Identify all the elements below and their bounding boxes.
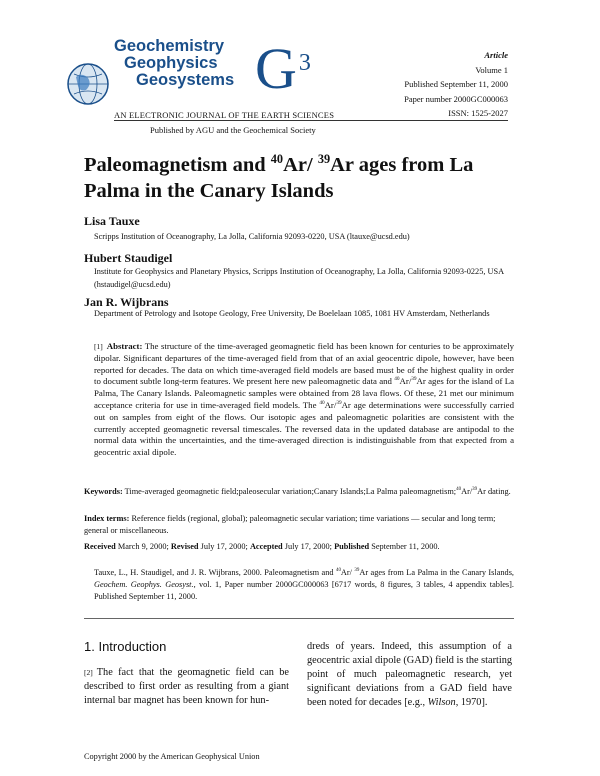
article-meta — [404, 48, 508, 121]
paper-title: Paleomagnetism and $^{40}$Ar/ $^{39}$Ar ages from La Palma in the Canary Islands — [84, 152, 474, 202]
citation: Tauxe, L., H. Staudigel, and J. R. Wijbrans, 2000. Paleomagnetism and $^{40}$Ar/ $^{39}$Ar ages from La Palma in the Canary Islands, Geochem. Geophys. Geosyst., vol. 1, Paper number 2000GC000063 [6717 words, 8 figures, 3 tables, 4 appendix tables]. Published September 11, 2000. — [94, 568, 515, 601]
author-name: Lisa Tauxe — [84, 214, 140, 228]
g3-letter: G — [255, 36, 297, 101]
section-divider — [84, 618, 514, 619]
journal-name-line2: Geophysics — [124, 54, 218, 72]
author-name: Jan R. Wijbrans — [84, 295, 169, 309]
intro-right-column: dreds of years. Indeed, this assumption of a geocentric axial dipole (GAD) field is the starting point of much paleomagnetic research, yet significant deviations from a GAD field have been noted for decades [e.g., Wilson, 1970]. — [307, 641, 513, 708]
publisher-line: Published by AGU and the Geochemical Society — [150, 125, 316, 135]
journal-name-line1: Geochemistry — [114, 37, 225, 55]
journal-tagline: AN ELECTRONIC JOURNAL OF THE EARTH SCIENCES — [114, 110, 335, 120]
issn: ISSN: 1525-2027 — [448, 108, 508, 118]
g3-sup: 3 — [298, 50, 311, 76]
journal-name — [114, 38, 234, 89]
keywords: Keywords: Time-averaged geomagnetic field;paleosecular variation;Canary Islands;La Palma paleomagnetism;$^{40}$Ar/$^{39}$Ar dating. — [84, 487, 511, 496]
copyright: Copyright 2000 by the American Geophysical Union — [84, 752, 260, 761]
published-date: Published September 11, 2000 — [404, 79, 508, 89]
intro-paragraph: [2] The fact that the geomagnetic field can be described to first order as resulting from a giant internal bar magnet has been known for hun- — [84, 667, 289, 706]
abstract: [1] Abstract: The structure of the time-averaged geomagnetic field has been known for centuries to be approximately dipolar. Significant departures of the time-averaged field from that of an axial geocentric dipole, however, have been reported for decades. The data on which time-averaged field models are based must be of the highest quality in order to document subtle long-term features. We present here new paleomagnetic data and $^{40}$Ar/$^{39}$Ar ages for the island of La Palma, The Canary Islands. Paleomagnetic samples were obtained from 28 lava flows. Of these, 21 met our minimum acceptance criteria for use in time-averaged field models. The $^{40}$Ar/$^{39}$Ar age determinations were successfully carried out on samples from eight of the flows. Our isotopic ages and paleomagnetic polarities are consistent with the currently accepted geomagnetic reversal timescales. The reversed data in the updated database are antipodal to the normal data within the uncertainties, and the time-averaged direction is indistinguishable from that expected from a geocentric axial dipole. — [94, 341, 514, 458]
index-terms: Index terms: Reference fields (regional, global); paleomagnetic secular variation; time variations — secular and long term; general or miscellaneous. — [84, 514, 496, 535]
intro-heading: 1. Introduction — [84, 639, 167, 654]
globe-logo-icon — [66, 62, 110, 106]
author-affiliation: Institute for Geophysics and Planetary Physics, Scripps Institution of Oceanography, La Jolla, California 92093-0225, USA (hstaudigel@ucsd.edu) — [94, 267, 504, 289]
author-affiliation: Scripps Institution of Oceanography, La Jolla, California 92093-0220, USA (ltauxe@ucsd.edu) — [94, 232, 410, 241]
g3-logo — [255, 36, 311, 101]
volume: Volume 1 — [475, 64, 508, 75]
author-affiliation: Department of Petrology and Isotope Geology, Free University, De Boelelaan 1085, 1081 HV Amsterdam, Netherlands — [94, 309, 490, 318]
journal-name-line3: Geosystems — [136, 71, 235, 89]
citation-link[interactable]: Wilson — [427, 697, 456, 708]
article-type: Article — [484, 50, 508, 60]
intro-left-column — [84, 640, 289, 708]
author-name: Hubert Staudigel — [84, 251, 173, 265]
dates-line: Received March 9, 2000; Revised July 17, 2000; Accepted July 17, 2000; Published September 11, 2000. — [84, 542, 440, 551]
paper-number: Paper number 2000GC000063 — [404, 93, 508, 104]
